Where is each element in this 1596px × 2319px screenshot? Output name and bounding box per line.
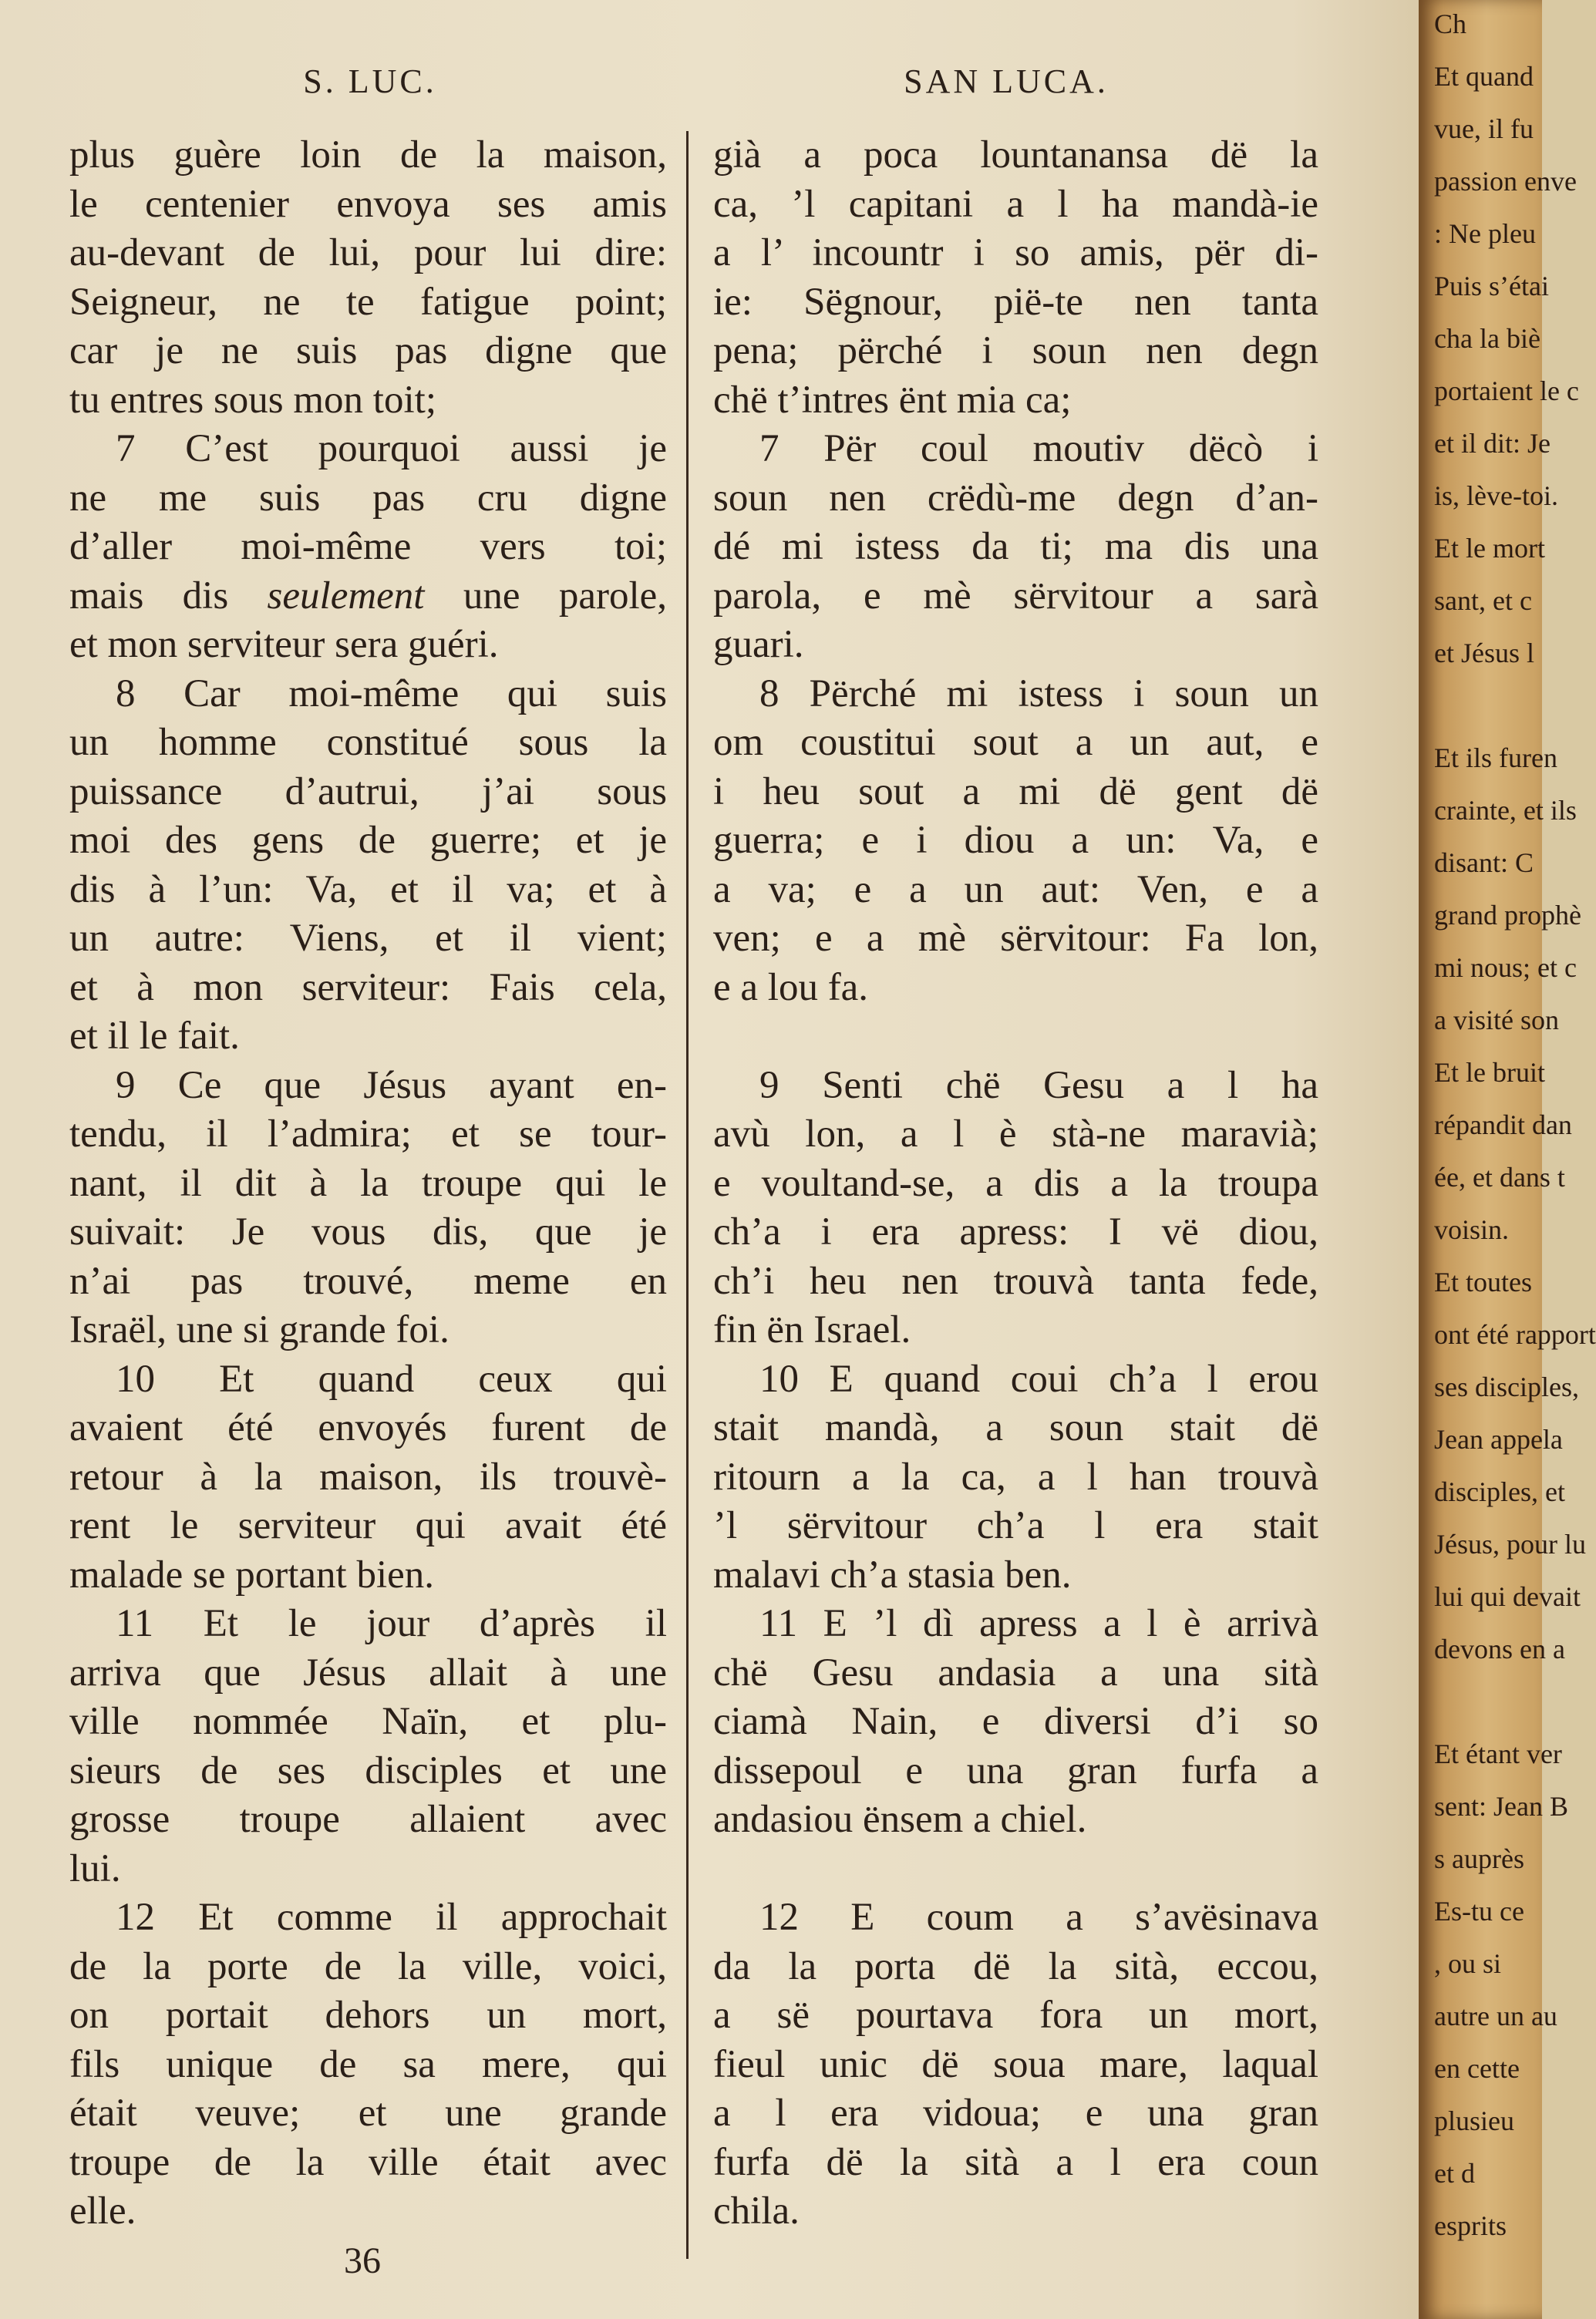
piedmontese-text-line: ciamà Nain, e diversi d’i so bbox=[713, 1700, 1318, 1743]
french-text-line: n’ai pas trouvé, meme en bbox=[69, 1259, 667, 1303]
piedmontese-text-line: fieul unic dë soua mare, laqual bbox=[713, 2042, 1318, 2086]
french-text-line: ne me suis pas cru digne bbox=[69, 476, 667, 520]
adjacent-page-text-fragment: Et quand bbox=[1434, 61, 1534, 92]
piedmontese-text-line: furfa dë la sità a l era coun bbox=[713, 2140, 1318, 2184]
adjacent-page-text-fragment: voisin. bbox=[1434, 1214, 1510, 1245]
french-text-line: et à mon serviteur: Fais cela, bbox=[69, 965, 667, 1009]
piedmontese-text-line: 8 Përché mi istess i soun un bbox=[759, 671, 1318, 715]
french-text-line: on portait dehors un mort, bbox=[69, 1994, 667, 2037]
page-number: 36 bbox=[344, 2240, 381, 2281]
adjacent-page-text-fragment: et d bbox=[1434, 2158, 1475, 2189]
adjacent-page-text-fragment: lui qui devait bbox=[1434, 1581, 1581, 1612]
french-text-line: un autre: Viens, et il vient; bbox=[69, 917, 667, 960]
french-text-line: elle. bbox=[69, 2189, 136, 2233]
adjacent-page-text-fragment: mi nous; et c bbox=[1434, 952, 1577, 983]
piedmontese-text-line: 7 Për coul moutiv dëcò i bbox=[759, 427, 1318, 470]
piedmontese-text-line: andasiou ënsem a chiel. bbox=[713, 1798, 1087, 1841]
french-text-line: puissance d’autrui, j’ai sous bbox=[69, 769, 667, 813]
french-text-line: 11 Et le jour d’après il bbox=[116, 1602, 667, 1645]
piedmontese-text-line: ch’a i era apress: I vë diou, bbox=[713, 1210, 1318, 1254]
piedmontese-text-line: già a poca lountanansa dë la bbox=[713, 133, 1318, 177]
french-text-line: dis à l’un: Va, et il va; et à bbox=[69, 867, 667, 911]
piedmontese-text-line: om coustitui sout a un aut, e bbox=[713, 721, 1318, 764]
adjacent-page-text-fragment: cha la biè bbox=[1434, 323, 1540, 354]
french-text-line: tu entres sous mon toit; bbox=[69, 378, 436, 422]
adjacent-page-text-fragment: et il dit: Je bbox=[1434, 428, 1551, 459]
adjacent-page-text-fragment: Et toutes bbox=[1434, 1267, 1532, 1297]
blank-line bbox=[713, 1012, 1318, 1062]
adjacent-page-text-fragment: Jésus, pour lu bbox=[1434, 1529, 1586, 1560]
adjacent-page-text-fragment: Puis s’étai bbox=[1434, 271, 1549, 301]
adjacent-page-text-fragment: is, lève-toi. bbox=[1434, 480, 1558, 511]
piedmontese-text-line: 10 E quand coui ch’a l erou bbox=[759, 1357, 1318, 1401]
piedmontese-text-line: a l era vidoua; e una gran bbox=[713, 2092, 1318, 2135]
adjacent-page-text-fragment: ses disciples, bbox=[1434, 1372, 1579, 1402]
french-text-line: et mon serviteur sera guéri. bbox=[69, 623, 499, 666]
piedmontese-text-line: guerra; e i diou a un: Va, e bbox=[713, 819, 1318, 862]
french-text-line: Israël, une si grande foi. bbox=[69, 1308, 450, 1351]
piedmontese-text-line: stait mandà, a soun stait dë bbox=[713, 1406, 1318, 1449]
piedmontese-text-column bbox=[713, 131, 1318, 2237]
adjacent-page-edge bbox=[1419, 0, 1596, 2319]
french-text-line: 12 Et comme il approchait bbox=[116, 1896, 667, 1939]
french-text-line: 9 Ce que Jésus ayant en- bbox=[116, 1063, 667, 1107]
adjacent-page-text-fragment: esprits bbox=[1434, 2210, 1507, 2241]
adjacent-page-text-fragment: Et le bruit bbox=[1434, 1057, 1545, 1088]
adjacent-page-text-fragment: ée, et dans t bbox=[1434, 1162, 1565, 1193]
adjacent-page-text-fragment: Et étant ver bbox=[1434, 1738, 1562, 1769]
adjacent-page-text-fragment: vue, il fu bbox=[1434, 113, 1534, 144]
piedmontese-text-line: ven; e a mè sërvitour: Fa lon, bbox=[713, 917, 1318, 960]
adjacent-page-text-fragment: sant, et c bbox=[1434, 585, 1532, 616]
piedmontese-text-line: ca, ’l capitani a l ha mandà-ie bbox=[713, 182, 1318, 226]
adjacent-page-text-fragment: crainte, et ils bbox=[1434, 795, 1577, 826]
french-text-line: au-devant de lui, pour lui dire: bbox=[69, 231, 667, 274]
french-text-line: mais dis seulement une parole, bbox=[69, 574, 667, 618]
french-text-line: Seigneur, ne te fatigue point; bbox=[69, 280, 667, 324]
piedmontese-text-line: fin ën Israel. bbox=[713, 1308, 911, 1351]
adjacent-page-text-fragment: passion enve bbox=[1434, 166, 1577, 197]
piedmontese-text-line: malavi ch’a stasia ben. bbox=[713, 1553, 1072, 1597]
adjacent-page-text-fragment: et Jésus l bbox=[1434, 638, 1534, 668]
piedmontese-text-line: a va; e a un aut: Ven, e a bbox=[713, 867, 1318, 911]
french-text-column bbox=[69, 131, 667, 2237]
piedmontese-text-line: ch’i heu nen trouvà tanta fede, bbox=[713, 1259, 1318, 1303]
french-text-line: était veuve; et une grande bbox=[69, 2092, 667, 2135]
adjacent-page-text-fragment: portaient le c bbox=[1434, 375, 1579, 406]
french-text-line: lui. bbox=[69, 1846, 121, 1890]
piedmontese-text-line: ritourn a la ca, a l han trouvà bbox=[713, 1455, 1318, 1499]
piedmontese-text-line: avù lon, a l è stà-ne maravià; bbox=[713, 1112, 1318, 1156]
piedmontese-text-line: chë t’intres ënt mia ca; bbox=[713, 378, 1072, 422]
french-text-line: retour à la maison, ils trouvè- bbox=[69, 1455, 667, 1499]
piedmontese-text-line: pena; përché i soun nen degn bbox=[713, 329, 1318, 372]
french-text-line: de la porte de la ville, voici, bbox=[69, 1944, 667, 1988]
adjacent-page-text-fragment: devons en a bbox=[1434, 1634, 1565, 1664]
piedmontese-text-line: dé mi istess da ti; ma dis una bbox=[713, 525, 1318, 568]
french-text-line: d’aller moi-même vers toi; bbox=[69, 525, 667, 568]
adjacent-page-text-fragment: sent: Jean B bbox=[1434, 1791, 1568, 1822]
french-text-line: un homme constitué sous la bbox=[69, 721, 667, 764]
piedmontese-text-line: chë Gesu andasia a una sità bbox=[713, 1651, 1318, 1695]
piedmontese-text-line: 11 E ’l dì apress a l è arrivà bbox=[759, 1602, 1318, 1645]
adjacent-page-text-fragment: : Ne pleu bbox=[1434, 218, 1536, 249]
french-text-line: 7 C’est pourquoi aussi je bbox=[116, 427, 667, 470]
adjacent-page-text-fragment: autre un au bbox=[1434, 2001, 1557, 2031]
french-text-line: moi des gens de guerre; et je bbox=[69, 819, 667, 862]
adjacent-page-text-fragment: Es-tu ce bbox=[1434, 1896, 1524, 1927]
adjacent-page-text-fragment: disant: C bbox=[1434, 847, 1534, 878]
french-text-line: 10 Et quand ceux qui bbox=[116, 1357, 667, 1401]
emphasis: seulement bbox=[267, 574, 425, 618]
piedmontese-text-line: i heu sout a mi dë gent dë bbox=[713, 769, 1318, 813]
column-divider bbox=[686, 131, 689, 2259]
french-text-line: 8 Car moi-même qui suis bbox=[116, 671, 667, 715]
left-column-header: S. LUC. bbox=[303, 62, 437, 100]
adjacent-page-text-fragment: grand prophè bbox=[1434, 900, 1581, 931]
piedmontese-text-line: chila. bbox=[713, 2189, 800, 2233]
adjacent-page-text-fragment: Ch bbox=[1434, 8, 1467, 39]
piedmontese-text-line: e voultand-se, a dis a la troupa bbox=[713, 1161, 1318, 1205]
french-text-line: plus guère loin de la maison, bbox=[69, 133, 667, 177]
french-text-line: grosse troupe allaient avec bbox=[69, 1798, 667, 1841]
piedmontese-text-line: dissepoul e una gran furfa a bbox=[713, 1749, 1318, 1792]
french-text-line: malade se portant bien. bbox=[69, 1553, 434, 1597]
french-text-line: et il le fait. bbox=[69, 1015, 240, 1058]
adjacent-page-text-fragment: s auprès bbox=[1434, 1843, 1524, 1874]
right-column-header: SAN LUCA. bbox=[904, 62, 1109, 100]
piedmontese-text-line: a së pourtava fora un mort, bbox=[713, 1994, 1318, 2037]
piedmontese-text-line: soun nen crëdù-me degn d’an- bbox=[713, 476, 1318, 520]
adjacent-page-text-fragment: en cette bbox=[1434, 2053, 1520, 2084]
french-text-line: le centenier envoya ses amis bbox=[69, 182, 667, 226]
adjacent-page-text-fragment: disciples, et bbox=[1434, 1476, 1565, 1507]
adjacent-page-text-fragment: plusieu bbox=[1434, 2105, 1514, 2136]
piedmontese-text-line: a l’ incountr i so amis, për di- bbox=[713, 231, 1318, 274]
piedmontese-text-line: ’l sërvitour ch’a l era stait bbox=[713, 1504, 1318, 1547]
adjacent-page-text-fragment: Et ils furen bbox=[1434, 742, 1557, 773]
french-text-line: suivait: Je vous dis, que je bbox=[69, 1210, 667, 1254]
piedmontese-text-line: parola, e mè sërvitour a sarà bbox=[713, 574, 1318, 618]
piedmontese-text-line: da la porta dë la sità, eccou, bbox=[713, 1944, 1318, 1988]
piedmontese-text-line: guari. bbox=[713, 623, 804, 666]
adjacent-page-text-fragment: répandit dan bbox=[1434, 1109, 1572, 1140]
french-text-line: tendu, il l’admira; et se tour- bbox=[69, 1112, 667, 1156]
french-text-line: arriva que Jésus allait à une bbox=[69, 1651, 667, 1695]
french-text-line: nant, il dit à la troupe qui le bbox=[69, 1161, 667, 1205]
french-text-line: fils unique de sa mere, qui bbox=[69, 2042, 667, 2086]
adjacent-page-text-fragment: Et le mort bbox=[1434, 533, 1545, 564]
french-text-line: rent le serviteur qui avait été bbox=[69, 1504, 667, 1547]
piedmontese-text-line: 12 E coum a s’avësinava bbox=[759, 1896, 1318, 1939]
piedmontese-text-line: e a lou fa. bbox=[713, 965, 869, 1009]
french-text-line: ville nommée Naïn, et plu- bbox=[69, 1700, 667, 1743]
adjacent-page-text-fragment: a visité son bbox=[1434, 1005, 1559, 1035]
adjacent-page-text-fragment: Jean appela bbox=[1434, 1424, 1563, 1455]
piedmontese-text-line: 9 Senti chë Gesu a l ha bbox=[759, 1063, 1318, 1107]
adjacent-page-text-fragment: , ou si bbox=[1434, 1948, 1502, 1979]
french-text-line: sieurs de ses disciples et une bbox=[69, 1749, 667, 1792]
french-text-line: troupe de la ville était avec bbox=[69, 2140, 667, 2184]
french-text-line: avaient été envoyés furent de bbox=[69, 1406, 667, 1449]
french-text-line: car je ne suis pas digne que bbox=[69, 329, 667, 372]
blank-line bbox=[713, 1845, 1318, 1894]
piedmontese-text-line: ie: Sëgnour, pië-te nen tanta bbox=[713, 280, 1318, 324]
adjacent-page-text-fragment: ont été rapport bbox=[1434, 1319, 1596, 1350]
